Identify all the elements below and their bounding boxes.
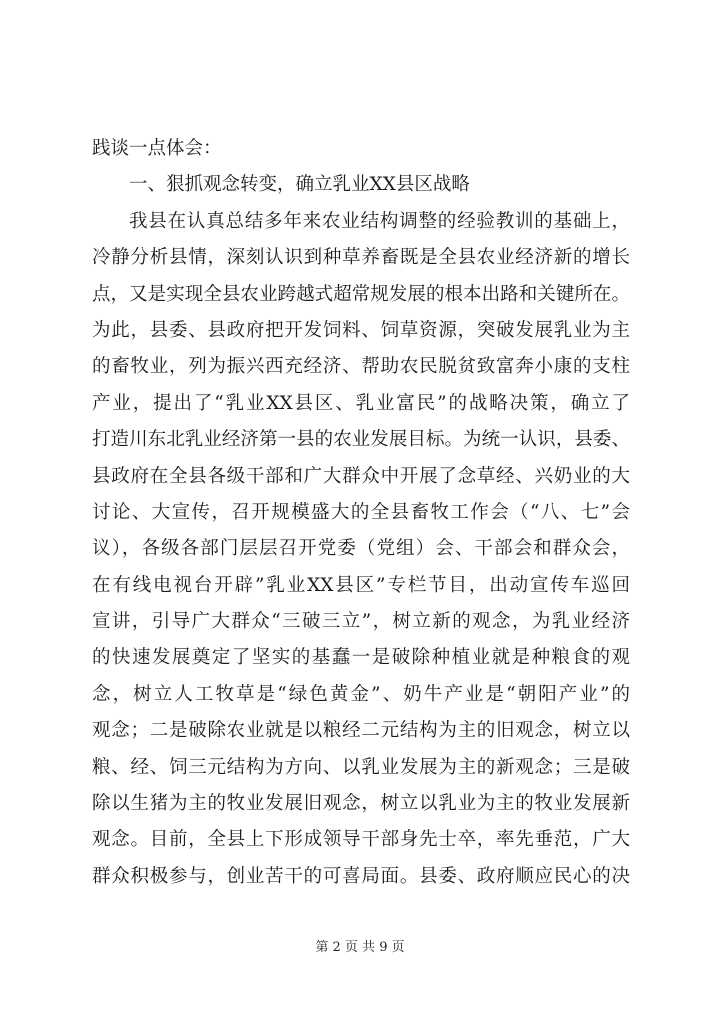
text-line: 点，又是实现全县农业跨越式超常规发展的根本出路和关键所在。 <box>92 283 630 305</box>
text-line: 冷静分析县情，深刻认识到种草养畜既是全县农业经济新的增长 <box>92 247 630 269</box>
text-line: 为此，县委、县政府把开发饲料、饲草资源，突破发展乳业为主 <box>92 319 630 341</box>
document-body <box>92 131 630 895</box>
page-number-footer: 第 2 页 共 9 页 <box>315 940 405 955</box>
text-line: 的快速发展奠定了坚实的基蠢一是破除种植业就是种粮食的观 <box>92 647 630 669</box>
text-line: 除以生猪为主的牧业发展旧观念，树立以乳业为主的牧业发展新 <box>92 793 630 815</box>
text-line: 打造川东北乳业经济第一县的农业发展目标。为统一认识，县委、 <box>92 429 630 451</box>
text-line: 产业，提出了“乳业XX县区、乳业富民”的战略决策，确立了 <box>92 392 630 414</box>
text-line: 讨论、大宣传，召开规模盛大的全县畜牧工作会（“八、七”会 <box>92 501 630 523</box>
text-line: 践谈一点体会： <box>92 138 222 159</box>
text-line: 在有线电视台开辟”乳业XX县区”专栏节目，出动宣传车巡回 <box>92 574 630 596</box>
text-line: 宣讲，引导广大群众“三破三立”，树立新的观念，为乳业经济 <box>92 611 630 633</box>
text-line: 粮、经、饲三元结构为方向、以乳业发展为主的新观念；三是破 <box>92 756 630 778</box>
text-line: 的畜牧业，列为振兴西充经济、帮助农民脱贫致富奔小康的支柱 <box>92 356 630 378</box>
text-line: 我县在认真总结多年来农业结构调整的经验教训的基础上， <box>129 210 630 232</box>
text-line: 群众积极参与，创业苦干的可喜局面。县委、政府顺应民心的决 <box>92 865 630 887</box>
text-line: 议），各级各部门层层召开党委（党组）会、干部会和群众会， <box>92 538 630 560</box>
text-line: 观念。目前，全县上下形成领导干部身先士卒，率先垂范，广大 <box>92 829 630 851</box>
text-line: 观念；二是破除农业就是以粮经二元结构为主的旧观念，树立以 <box>92 720 630 742</box>
text-line: 县政府在全县各级干部和广大群众中开展了念草经、兴奶业的大 <box>92 465 630 487</box>
section-heading: 一、狠抓观念转变，确立乳业XX县区战略 <box>129 174 470 196</box>
text-line: 念，树立人工牧草是“绿色黄金”、奶牛产业是“朝阳产业”的 <box>92 683 630 705</box>
